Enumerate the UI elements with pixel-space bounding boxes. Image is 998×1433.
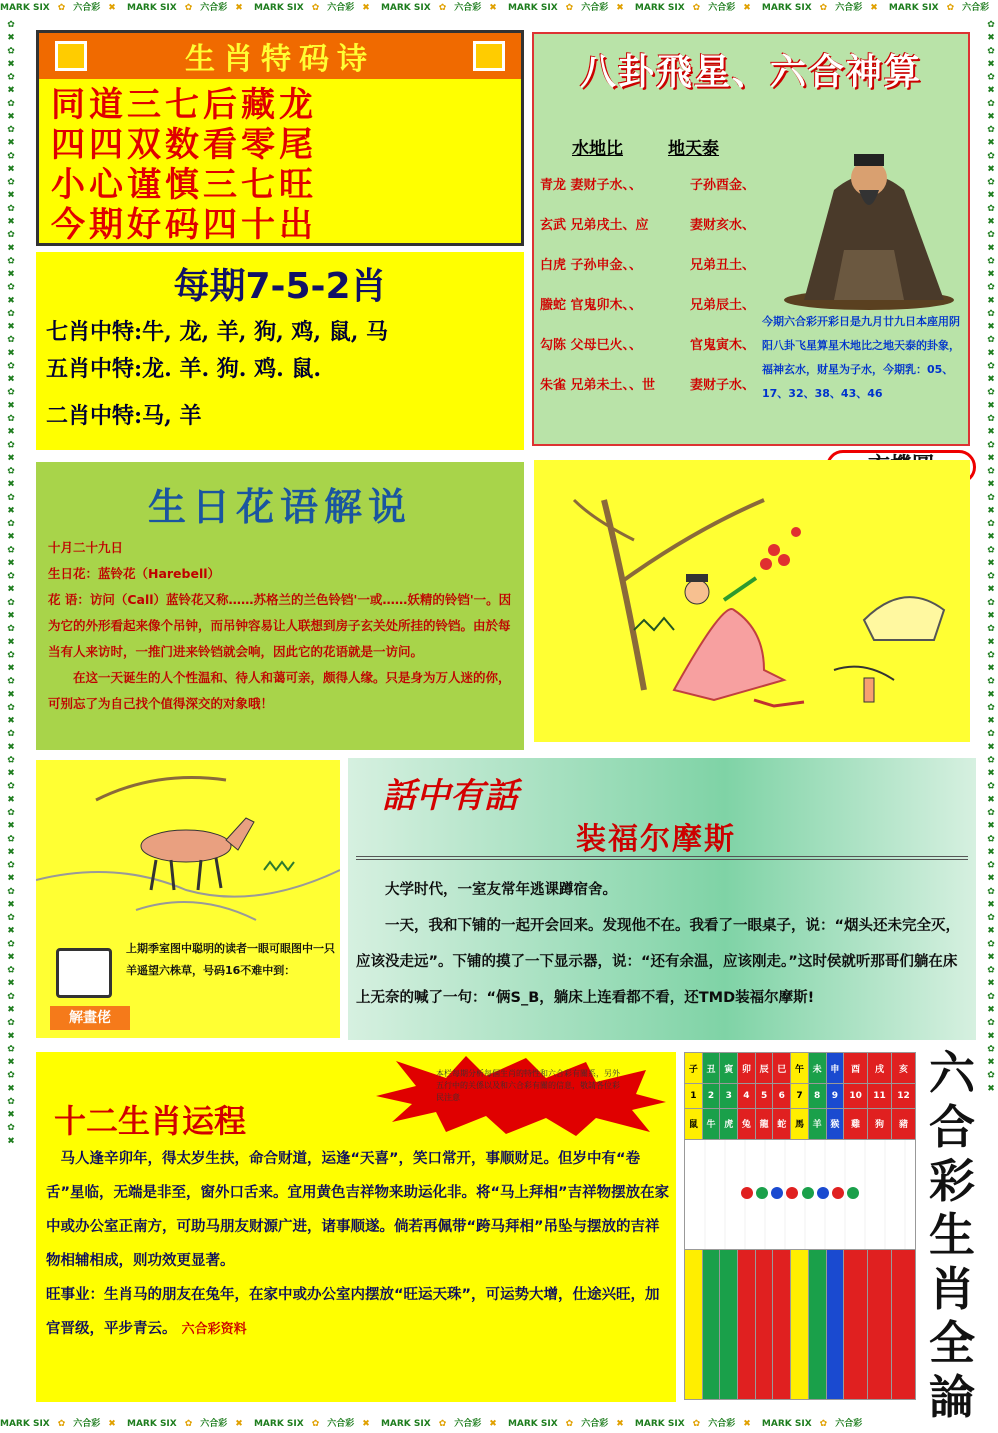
fortune-title: 十二生肖运程 — [54, 1102, 247, 1140]
poem-line: 四四双数看零尾 — [51, 125, 317, 165]
solver-label: 解畫佬 — [50, 1006, 130, 1030]
poem-title: 生肖特码诗 — [185, 42, 375, 77]
ball-icon — [786, 1187, 798, 1199]
flower-body — [36, 531, 524, 721]
right-border: ✿ ✖ ✿ ✖ ✿ ✖ ✿ ✖ ✿ ✖ ✿ ✖ ✿ ✖ ✿ ✖ ✿ ✖ ✿ ✖ ✿ ✖ ✿ ✖ ✿ ✖ ✿ ✖ ✿ ✖ ✿ ✖ ✿ ✖ ✿ ✖ ✿ ✖ ✿ ✖ ✿ ✖ ✿ ✖ ✿ ✖ ✿ ✖ ✿ ✖ ✿ ✖ ✿ ✖ ✿ ✖ ✿ ✖ ✿ ✖ ✿ ✖ ✿ ✖ ✿ ✖ ✿ ✖ ✿ ✖ ✿ ✖ ✿ ✖ ✿ ✖ ✿ ✖ ✿ ✖ ✿ ✖ — [986, 20, 996, 1094]
joke-paragraph: 一天，我和下铺的一起开会回来。发现他不在。我看了一眼桌子，说：“烟头还未完全灭，应该没走远”。下铺的摸了一下显示器，说：“还有余温，应该刚走。”这时侯就听那哥们躺在床上无奈的喊了一句：“俩S_B，躺床上连看都不看，还TMD装福尔摩斯! — [356, 918, 961, 1006]
ball-icon — [832, 1187, 844, 1199]
picks-heading: 每期7-5-2肖 — [173, 266, 387, 307]
joke-subtitle: 装福尔摩斯 — [576, 822, 736, 857]
flower-title: 生日花语解说 — [147, 484, 412, 529]
ball-icon — [847, 1187, 859, 1199]
deer-drawing — [36, 760, 340, 928]
zodiac-poem-panel — [36, 30, 524, 246]
sage-figure — [774, 130, 964, 310]
bagua-note: 今期六合彩开彩日是九月廿九日本座用阴阳八卦飞星算星木地比之地天泰的卦象，福神玄水，财星为子水，今期乳：05、17、32、38、43、46 — [762, 315, 960, 400]
scholar-drawing — [534, 460, 970, 742]
ball-icon — [756, 1187, 768, 1199]
number-balls-area — [685, 1140, 916, 1250]
bagua-sub-right: 地天泰 — [668, 139, 719, 159]
fortune-stamp: 六合彩资料 — [181, 1322, 247, 1337]
zodiac-number-table — [684, 1052, 916, 1400]
poem-line: 小心谨慎三七旺 — [51, 165, 317, 205]
bottom-border: MARK SIX ✿ 六合彩 ✖ MARK SIX ✿ 六合彩 ✖ MARK SIX ✿ 六合彩 ✖ MARK SIX ✿ 六合彩 ✖ MARK SIX ✿ 六合彩 ✖ MARK SIX ✿ 六合彩 ✖ MARK SIX ✿ 六合彩 — [0, 1416, 998, 1433]
zodiac-table — [684, 1052, 916, 1400]
table-row — [685, 1140, 916, 1250]
picks-seven: 七肖中特:牛, 龙, 羊, 狗, 鸡, 鼠, 马 — [46, 319, 389, 345]
ball-icon — [802, 1187, 814, 1199]
joke-panel — [348, 758, 976, 1040]
scholar-illustration — [534, 460, 970, 742]
table-row — [685, 1250, 916, 1400]
divider — [356, 856, 968, 860]
flower-name: 生日花：蓝铃花（Harebell） — [48, 566, 221, 581]
starburst-text: 本栏每期分析每個生肖的特性和六合彩有關系，另外五行中的关係以及和六合彩有關的信息，敬請各位彩民注意 — [436, 1069, 620, 1102]
square-icon — [473, 41, 505, 71]
zodiac-fortune-panel — [36, 1052, 676, 1402]
deer-illustration — [36, 760, 340, 928]
flower-personality: 在这一天诞生的人个性温和、待人和蔼可亲，颇得人缘。只是身为万人迷的你，可别忘了为自己找个值得深交的对象哦！ — [48, 670, 511, 711]
puzzle-solver-panel — [36, 928, 340, 1038]
ball-icon — [817, 1187, 829, 1199]
bagua-sub-left: 水地比 — [572, 139, 623, 159]
picks-two: 二肖中特:马, 羊 — [46, 403, 202, 429]
joke-paragraph: 大学时代，一室友常年逃课蹲宿舍。 — [385, 882, 617, 898]
bagua-right-col: 子孙酉金、 妻财亥水、 兄弟丑土、 兄弟辰土、 官鬼寅木、 妻财子水、 — [690, 178, 756, 393]
bagua-panel — [532, 32, 970, 446]
square-icon — [55, 41, 87, 71]
flower-language: 花 语：访问（Call）蓝铃花又称……苏格兰的兰色铃铛'一或……妖精的铃铛'一。因为它的外形看起来像个吊钟，而吊钟容易让人联想到房子玄关处所挂的铃铛。由於每当有人来访时，一推门进来铃铛就会响，因此它的花语就是一访问。 — [48, 592, 512, 659]
poem-title-bar — [39, 33, 521, 79]
birthday-flower-panel — [36, 462, 524, 750]
flower-date: 十月二十九日 — [48, 540, 124, 555]
fortune-career: 旺事业：生肖马的朋友在兔年，在家中或办公室内摆放“旺运天珠”，可运势大增，仕途兴旺，加官晋级，平步青云。 六合彩资料 — [46, 1287, 660, 1337]
bagua-left-col: 青龙 妻财子水、、 玄武 兄弟戌土、应 白虎 子孙申金、、 螣蛇 官鬼卯木、、 勾陈 父母巳火、、 朱雀 兄弟未土、、世 — [540, 178, 656, 393]
picks-five: 五肖中特:龙. 羊. 狗. 鸡. 鼠. — [46, 356, 322, 382]
zodiac-picks-panel — [36, 252, 524, 450]
fortune-body — [46, 1142, 674, 1347]
poem-line: 今期好码四十出 — [51, 205, 317, 245]
ball-icon — [741, 1187, 753, 1199]
fortune-paragraph: 马人逢辛卯年，得太岁生扶，命合财道，运逢“天喜”，笑口常开，事顺财足。但岁中有“卷舌”星临，无端是非至，窗外口舌来。宜用黄色吉祥物来助运化非。将“马上拜相”吉祥物摆放在家中或办公室正南方，可助马朋友财源广进，诸事顺遂。倘若再佩带“跨马拜相”吊坠与摆放的吉祥物相辅相成，则功效更显著。 — [46, 1151, 670, 1269]
poem-lines — [39, 79, 521, 246]
poem-line: 同道三七后藏龙 — [51, 85, 317, 125]
joke-title: 話中有話 — [382, 776, 518, 816]
notebook-icon — [56, 948, 112, 998]
solver-text: 上期季室图中聪明的读者一眼可眼图中一只羊遥望六株草，号码16不难中到： — [126, 942, 335, 977]
bagua-title: 八卦飛星、六合神算 — [579, 51, 922, 93]
table-row: 子 丑 寅 卯 辰 巳 午 未 申 酉 戌 亥 — [685, 1053, 916, 1084]
zodiac-table-title: 六合彩生肖全論 — [929, 1046, 975, 1424]
joke-body — [356, 872, 968, 1016]
left-border: ✿ ✖ ✿ ✖ ✿ ✖ ✿ ✖ ✿ ✖ ✿ ✖ ✿ ✖ ✿ ✖ ✿ ✖ ✿ ✖ ✿ ✖ ✿ ✖ ✿ ✖ ✿ ✖ ✿ ✖ ✿ ✖ ✿ ✖ ✿ ✖ ✿ ✖ ✿ ✖ ✿ ✖ ✿ ✖ ✿ ✖ ✿ ✖ ✿ ✖ ✿ ✖ ✿ ✖ ✿ ✖ ✿ ✖ ✿ ✖ ✿ ✖ ✿ ✖ ✿ ✖ ✿ ✖ ✿ ✖ ✿ ✖ ✿ ✖ ✿ ✖ ✿ ✖ ✿ ✖ ✿ ✖ ✿ ✖ ✿ ✖ — [6, 20, 16, 1147]
table-row: 鼠 牛 虎 兔 龍 蛇 馬 羊 猴 雞 狗 豬 — [685, 1108, 916, 1139]
top-border: MARK SIX ✿ 六合彩 ✖ MARK SIX ✿ 六合彩 ✖ MARK SIX ✿ 六合彩 ✖ MARK SIX ✿ 六合彩 ✖ MARK SIX ✿ 六合彩 ✖ MARK SIX ✿ 六合彩 ✖ MARK SIX ✿ 六合彩 ✖ MARK SIX ✿ 六合彩 — [0, 0, 998, 16]
ball-icon — [771, 1187, 783, 1199]
table-row: 1 2 3 4 5 6 7 8 9 10 11 12 — [685, 1084, 916, 1109]
